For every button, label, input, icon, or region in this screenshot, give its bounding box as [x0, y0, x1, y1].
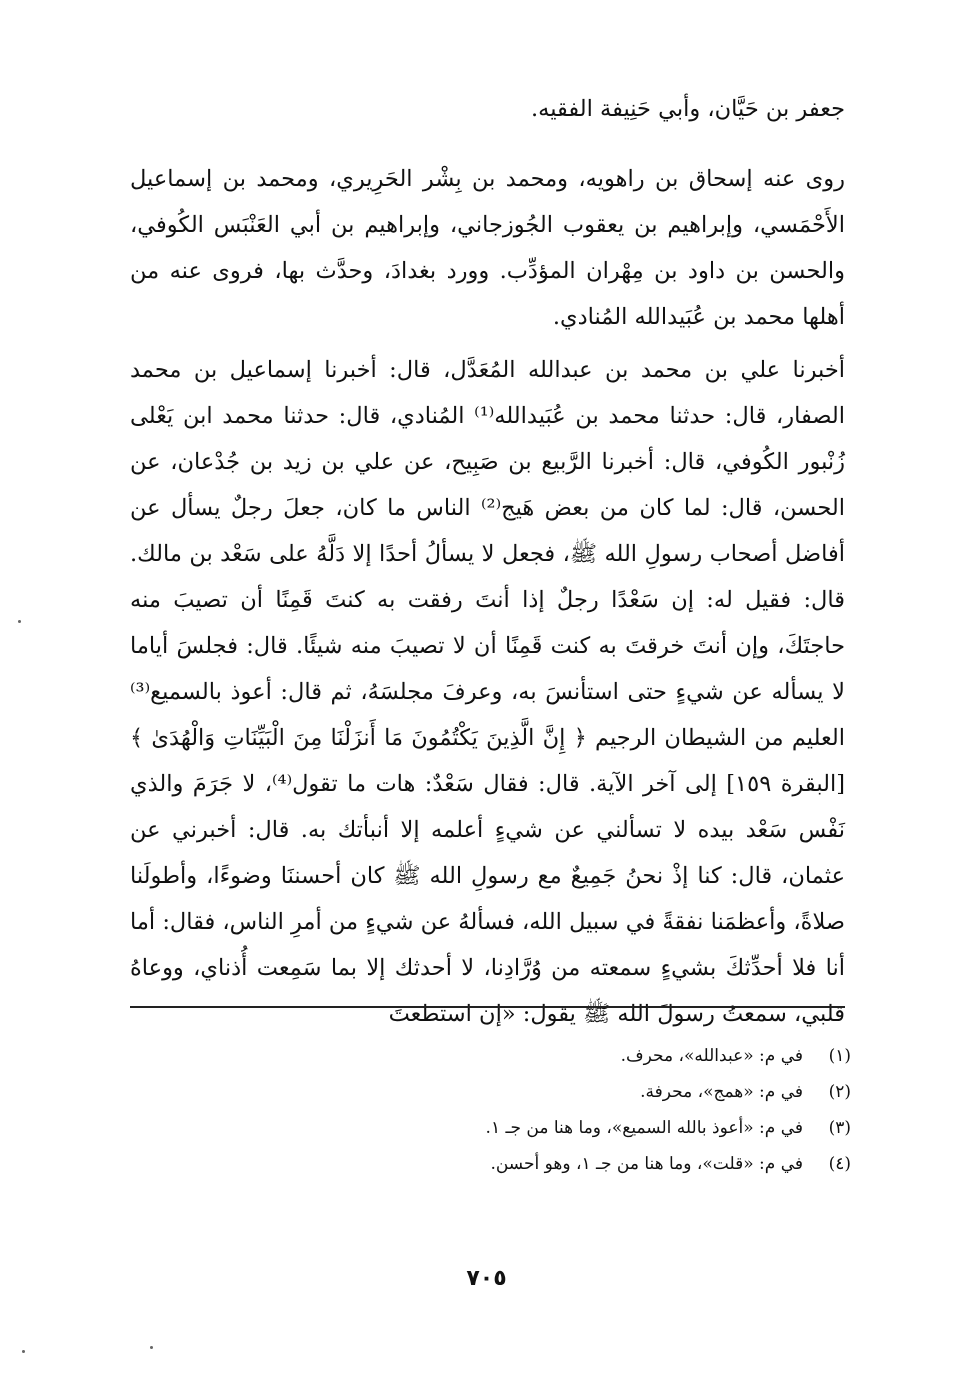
footnote-number: (٣) — [828, 1118, 851, 1138]
footnote-item — [136, 1146, 851, 1182]
scan-speck — [18, 620, 21, 623]
footnote-number: (٢) — [828, 1082, 851, 1102]
footnote-number: (١) — [828, 1046, 851, 1066]
footnote-text: في م: «أعوذ بالله السميع»، وما هنا من جـ ١. — [485, 1118, 803, 1138]
footnote-separator — [130, 1006, 845, 1008]
footnote-item — [136, 1038, 851, 1074]
paragraph-hadith-narration: أخبرنا علي بن محمد بن عبدالله المُعَدَّل، قال: أخبرنا إسماعيل بن محمد الصفار، قال: حدثنا محمد بن عُبَيدالله⁽¹⁾ المُنادي، قال: حدثنا محمد ابن يَعْلى زُنْبور الكُوفي، قال: أخبرنا الرَّبيع بن صَبِيح، عن علي بن زيد بن جُدْعان، عن الحسن، قال: لما كان من بعض هَيج⁽²⁾ الناس ما كان، جعلَ رجلٌ يسأل عن أفاضل أصحاب رسولِ الله ﷺ، فجعل لا يسألُ أحدًا إلا دَلَّهُ على سَعْد بن مالك. قال: فقيل له: إن سَعْدًا رجلٌ إذا أنتَ رفقت به كنتَ قَمِنًا أن تصيبَ منه حاجتَكَ، وإن أنتَ خرقتَ به كنت قَمِنًا أن لا تصيبَ منه شيئًا. قال: فجلسَ أياما لا يسأله عن شيءٍ حتى استأنسَ به، وعرفَ مجلسَهُ، ثم قال: أعوذ بالسميع⁽³⁾ العليم من الشيطان الرجيم ﴿ إِنَّ الَّذِينَ يَكْتُمُونَ مَا أَنزَلْنَا مِنَ الْبَيِّنَاتِ وَالْهُدَىٰ ﴾ [البقرة ١٥٩] إلى آخر الآية. قال: فقال سَعْدٌ: هات ما تقول⁽⁴⁾، لا جَرَمَ والذي نَفْس سَعْد بيده لا تسألني عن شيءٍ أعلمه إلا أنبأتك به. قال: أخبرني عن عثمان، قال: كنا إذْ نحنُ جَمِيعٌ مع رسولِ الله ﷺ كان أحسننَا وضوءًا، وأطولَنا صلاةً، وأعظمَنا نفقةً في سبيل الله، فسألهُ عن شيءٍ من أمرِ الناس، فقال: أما أنا فلا أحدِّثكَ بشيءٍ سمعته من وُرَّادِنا، لا أحدثك إلا بما سَمِعت أُذناي، ووعاهُ قلبي، سمعتُ رسولَ الله ﷺ يقول: «إن استطعتَ — [130, 357, 846, 1027]
footnote-text: في م: «قلت»، وما هنا من جـ ١، وهو أحسن. — [490, 1154, 803, 1174]
paragraph-teachers-end: جعفر بن حَيَّان، وأبي حَنِيفة الفقيه. — [531, 96, 845, 122]
footnote-text: في م: «همج»، محرفة. — [640, 1082, 803, 1102]
paragraph-narrators: روى عنه إسحاق بن راهويه، ومحمد بن بِشْر الحَرِيري، ومحمد بن إسماعيل الأَحْمَسي، وإبراهيم بن يعقوب الجُوزجاني، وإبراهيم بن أبي العَنْبَس الكُوفي، والحسن بن داود بن مِهْران المؤدِّب. وورد بغدادَ، وحدَّث بها، فروى عنه من أهلها محمد بن عُبَيدالله المُنادي. — [130, 166, 846, 330]
footnote-number: (٤) — [828, 1154, 851, 1174]
page-number: ٧٠٥ — [466, 1266, 507, 1291]
footnote-text: في م: «عبدالله»، محرف. — [620, 1046, 803, 1066]
scan-speck — [22, 1350, 25, 1353]
footnotes-list — [136, 1038, 851, 1182]
footnote-item — [136, 1110, 851, 1146]
scan-speck — [150, 1346, 153, 1349]
footnote-item — [136, 1074, 851, 1110]
